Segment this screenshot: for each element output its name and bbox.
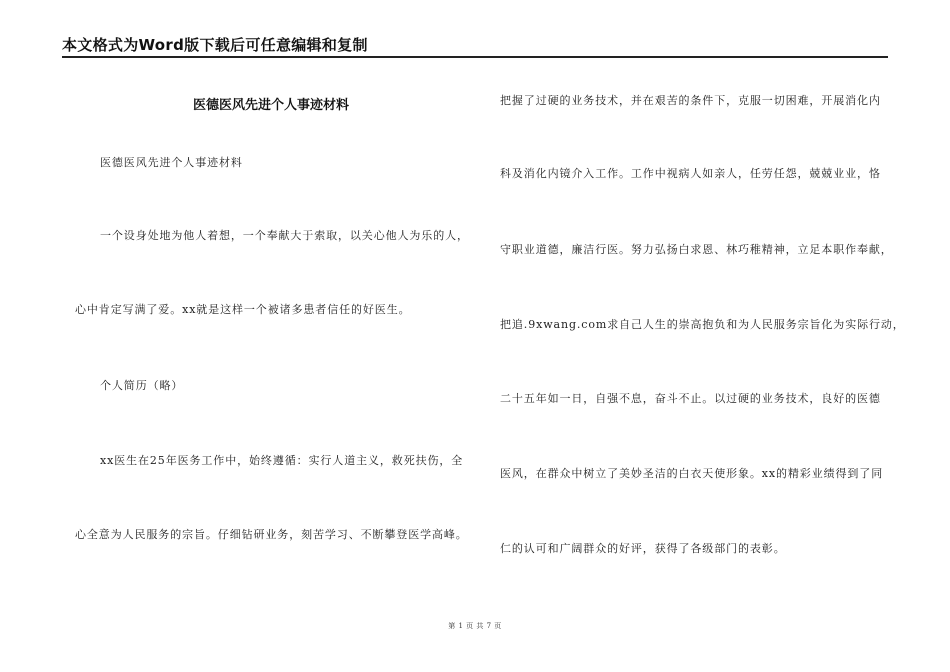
paragraph-line: 心中肯定写满了爱。xx就是这样一个被诸多患者信任的好医生。 bbox=[75, 303, 411, 316]
paragraph-line: 个人简历（略） bbox=[100, 379, 184, 392]
download-banner: 本文格式为Word版下载后可任意编辑和复制 bbox=[62, 36, 368, 54]
paragraph-line: 心全意为人民服务的宗旨。仔细钻研业务，刻苦学习、不断攀登医学高峰。 bbox=[75, 528, 468, 541]
banner-divider bbox=[62, 56, 888, 58]
paragraph-line: 二十五年如一日，自强不息，奋斗不止。以过硬的业务技术，良好的医德 bbox=[500, 392, 881, 405]
paragraph-line: 把握了过硬的业务技术，并在艰苦的条件下，克服一切困难，开展消化内 bbox=[500, 94, 881, 107]
paragraph-line: 仁的认可和广阔群众的好评，获得了各级部门的表彰。 bbox=[500, 542, 786, 555]
paragraph-line: 把追.9xwang.com求自己人生的崇高抱负和为人民服务宗旨化为实际行动， bbox=[500, 318, 905, 331]
paragraph-line: 医风，在群众中树立了美妙圣洁的白衣天使形象。xx的精彩业绩得到了同 bbox=[500, 467, 884, 480]
page-number-footer: 第 1 页 共 7 页 bbox=[448, 622, 502, 630]
paragraph-line: 科及消化内镜介入工作。工作中视病人如亲人，任劳任怨，兢兢业业，恪 bbox=[500, 167, 881, 180]
document-title: 医德医风先进个人事迹材料 bbox=[192, 98, 349, 113]
paragraph-line: xx医生在25年医务工作中，始终遵循：实行人道主义，救死扶伤，全 bbox=[100, 454, 464, 467]
paragraph-line: 一个设身处地为他人着想，一个奉献大于索取，以关心他人为乐的人， bbox=[100, 229, 469, 242]
paragraph-line: 守职业道德，廉洁行医。努力弘扬白求恩、林巧稚精神，立足本职作奉献， bbox=[500, 243, 893, 256]
paragraph-line: 医德医风先进个人事迹材料 bbox=[100, 156, 243, 169]
